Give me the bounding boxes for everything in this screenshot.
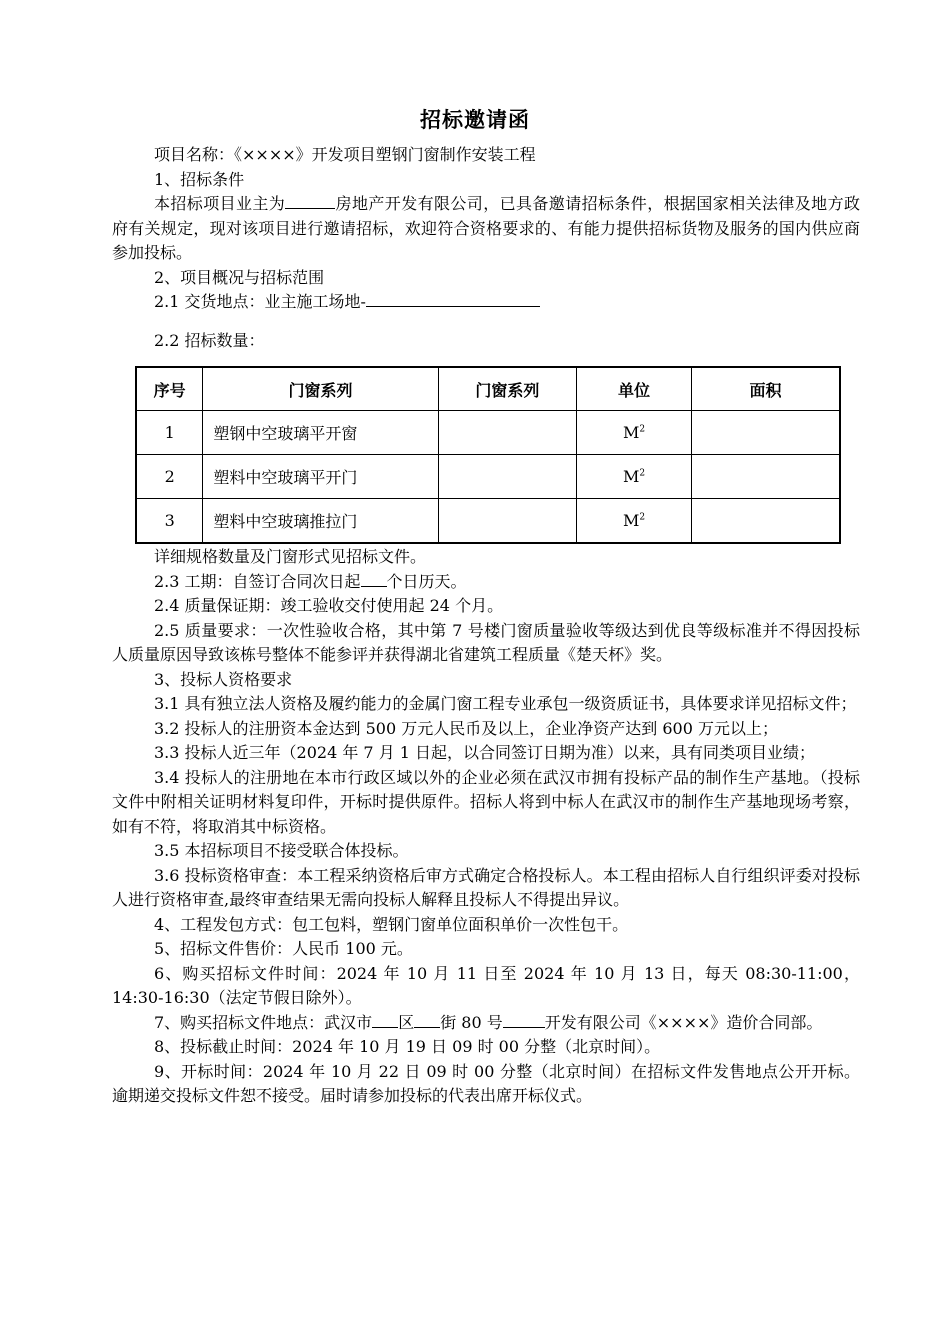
- section-3-2: 3.2 投标人的注册资本金达到 500 万元人民币及以上，企业净资产达到 600 万元以上；: [154, 718, 778, 738]
- section-2-1: [112, 290, 860, 315]
- delivery-location-blank: [366, 290, 540, 307]
- section-1-text-a: 本招标项目业主为: [154, 194, 286, 213]
- duration-blank: [361, 570, 387, 587]
- section-2-heading: 2、项目概况与招标范围: [154, 267, 325, 287]
- cell-unit: [577, 411, 692, 455]
- table-row: [136, 411, 840, 455]
- section-2-2: 2.2 招标数量：: [154, 331, 265, 350]
- cell-unit: [577, 499, 692, 544]
- table-note: 详细规格数量及门窗形式见招标文件。: [154, 547, 427, 566]
- table-row: [136, 499, 840, 544]
- header-area: 面积: [691, 367, 840, 411]
- header-no: 序号: [136, 367, 203, 411]
- cell-series-2: [438, 455, 577, 499]
- section-6: 6、购买招标文件时间：2024 年 10 月 11 日至 2024 年 10 月 13 日，每天 08:30-11:00，14:30-16:30（法定节假日除外）。: [112, 963, 860, 1007]
- section-1-text-b: 房地产开发有限公司，已具备邀请招标条件，根据国家相关法律及地方政府有关规定，现对该项目进行邀请招标，欢迎符合资格要求的、有能力提供招标货物及服务的国内供应商参加投标。: [112, 194, 860, 262]
- unit-text: M: [623, 423, 640, 442]
- unit-superscript: 2: [639, 512, 646, 523]
- cell-area: [691, 411, 840, 455]
- bid-quantity-table: [135, 366, 841, 544]
- street-blank: [414, 1011, 440, 1028]
- district-text: 区: [398, 1012, 415, 1032]
- section-3-3: 3.3 投标人近三年（2024 年 7 月 1 日起，以合同签订日期为准）以来，具有同类项目业绩；: [154, 743, 816, 762]
- project-name: 项目名称：《××××》开发项目塑钢门窗制作安装工程: [154, 145, 536, 164]
- table-header-row: [136, 367, 840, 411]
- cell-series: 塑料中空玻璃推拉门: [203, 499, 438, 544]
- unit-text: M: [623, 467, 640, 486]
- document-title: 招标邀请函: [420, 108, 530, 132]
- company-text: 开发有限公司《××××》造价合同部。: [544, 1012, 823, 1032]
- unit-superscript: 2: [639, 468, 646, 479]
- section-2-3: [112, 570, 860, 595]
- cell-series: 塑料中空玻璃平开门: [203, 455, 438, 499]
- section-5: 5、招标文件售价：人民币 100 元。: [154, 939, 413, 958]
- section-3-4: 3.4 投标人的注册地在本市行政区域以外的企业必须在武汉市拥有投标产品的制作生产基地。（投标文件中附相关证明材料复印件，开标时提供原件。招标人将到中标人在武汉市的制作生产基地现场考察，如有不符，将取消其中标资格。: [112, 767, 860, 836]
- district-blank: [372, 1011, 398, 1028]
- section-2-2-block: [112, 329, 860, 354]
- company-blank: [503, 1011, 545, 1028]
- section-1-text: [112, 192, 860, 266]
- cell-series-2: [438, 499, 577, 544]
- section-9: 9、开标时间：2024 年 10 月 22 日 09 时 00 分整（北京时间）在招标文件发售地点公开开标。逾期递交投标文件恕不接受。届时请参加投标的代表出席开标仪式。: [112, 1061, 860, 1105]
- section-3-1: 3.1 具有独立法人资格及履约能力的金属门窗工程专业承包一级资质证书，具体要求详见招标文件；: [154, 694, 857, 713]
- cell-series-2: [438, 411, 577, 455]
- table-row: [136, 455, 840, 499]
- cell-area: [691, 499, 840, 544]
- section-3-heading: 3、投标人资格要求: [154, 669, 293, 689]
- owner-blank: [285, 192, 335, 209]
- header-series: 门窗系列: [203, 367, 438, 411]
- intro-section: [112, 143, 860, 315]
- delivery-location-label: 2.1 交货地点：业主施工场地-: [154, 292, 366, 311]
- cell-unit: [577, 455, 692, 499]
- cell-area: [691, 455, 840, 499]
- duration-suffix: 个日历天。: [386, 571, 467, 591]
- section-1-heading: 1、招标条件: [154, 169, 245, 189]
- section-7: [112, 1011, 860, 1036]
- cell-series: 塑钢中空玻璃平开窗: [203, 411, 438, 455]
- cell-no: 3: [136, 499, 203, 544]
- section-3-5: 3.5 本招标项目不接受联合体投标。: [154, 841, 409, 860]
- section-3-6: 3.6 投标资格审查：本工程采纳资格后审方式确定合格投标人。本工程由招标人自行组织评委对投标人进行资格审查,最终审查结果无需向投标人解释且投标人不得提出异议。: [112, 865, 860, 909]
- unit-text: M: [623, 511, 640, 530]
- section-2-5: 2.5 质量要求：一次性验收合格，其中第 7 号楼门窗质量验收等级达到优良等级标准并不得因投标人质量原因导致该栋号整体不能参评并获得湖北省建筑工程质量《楚天杯》奖。: [112, 620, 860, 664]
- purchase-location-label: 7、购买招标文件地点：武汉市: [154, 1012, 373, 1032]
- duration-label: 2.3 工期：自签订合同次日起: [154, 571, 361, 591]
- street-text: 街 80 号: [440, 1012, 503, 1032]
- cell-no: 1: [136, 411, 203, 455]
- section-2-4: 2.4 质量保证期：竣工验收交付使用起 24 个月。: [154, 596, 504, 615]
- section-8: 8、投标截止时间：2024 年 10 月 19 日 09 时 00 分整（北京时间）。: [154, 1037, 661, 1056]
- header-unit: 单位: [577, 367, 692, 411]
- unit-superscript: 2: [639, 424, 646, 435]
- main-body: [112, 545, 860, 1109]
- header-series-2: 门窗系列: [438, 367, 577, 411]
- cell-no: 2: [136, 455, 203, 499]
- section-4: 4、工程发包方式：包工包料，塑钢门窗单位面积单价一次性包干。: [154, 914, 629, 934]
